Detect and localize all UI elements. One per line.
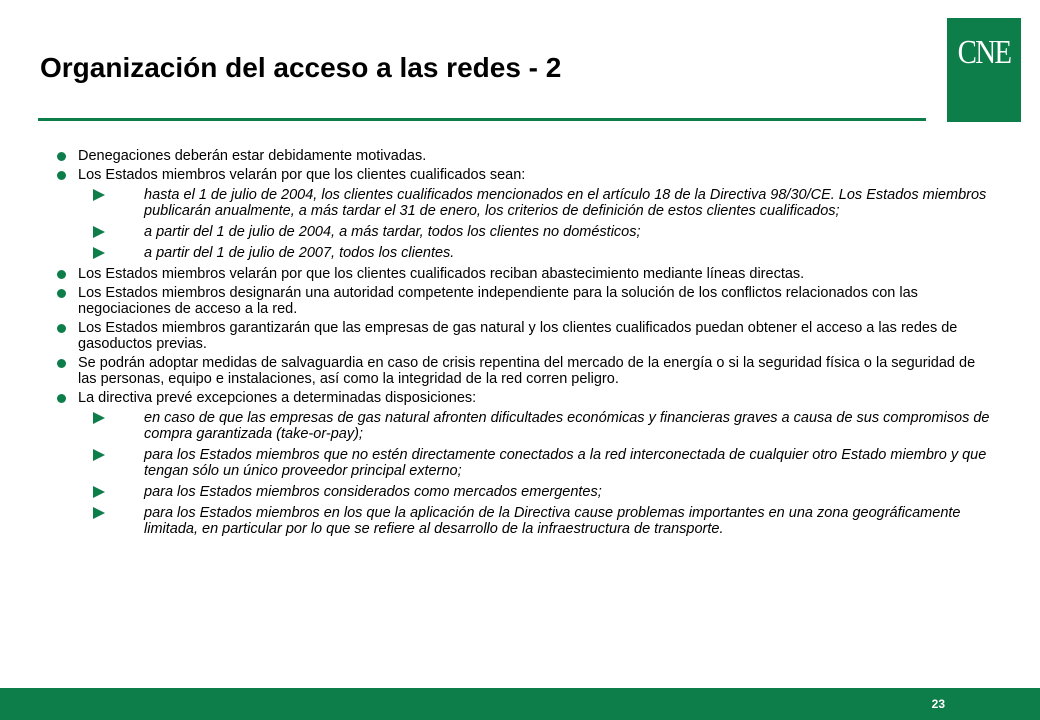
bullet-item: Los Estados miembros velarán por que los clientes cualificados reciban abastecimiento mediante líneas directas. xyxy=(56,266,996,282)
bullet-item: Denegaciones deberán estar debidamente motivadas. xyxy=(56,148,996,164)
cne-logo xyxy=(947,18,1021,122)
sub-bullet-item: a partir del 1 de julio de 2007, todos los clientes. xyxy=(56,245,996,261)
sub-bullet-item: hasta el 1 de julio de 2004, los clientes cualificados mencionados en el artículo 18 de la Directiva 98/30/CE. Los Estados miembros publicarán anualmente, a más tardar el 31 de enero, los criterios de definición de estos clientes cualificados; xyxy=(56,187,996,219)
sub-bullet-item: a partir del 1 de julio de 2004, a más tardar, todos los clientes no domésticos; xyxy=(56,224,996,240)
bullet-item: Los Estados miembros garantizarán que las empresas de gas natural y los clientes cualificados puedan obtener el acceso a las redes de gasoductos previas. xyxy=(56,320,996,352)
bullet-item: Los Estados miembros velarán por que los clientes cualificados sean: xyxy=(56,167,996,183)
footer-bar xyxy=(0,688,1040,720)
page-number: 23 xyxy=(931,697,945,711)
logo-text: CNE xyxy=(957,34,1011,71)
sub-bullet-item: para los Estados miembros que no estén directamente conectados a la red interconectada de cualquier otro Estado miembro y que tengan sólo un único proveedor principal externo; xyxy=(56,447,996,479)
sub-bullet-item: en caso de que las empresas de gas natural afronten dificultades económicas y financieras graves a causa de sus compromisos de compra garantizada (take-or-pay); xyxy=(56,410,996,442)
title-underline xyxy=(38,118,926,121)
sub-bullet-item: para los Estados miembros en los que la aplicación de la Directiva cause problemas importantes en una zona geográficamente limitada, en particular por lo que se refiere al desarrollo de la infraestructura de transporte. xyxy=(56,505,996,537)
bullet-item: La directiva prevé excepciones a determinadas disposiciones: xyxy=(56,390,996,406)
bullet-item: Los Estados miembros designarán una autoridad competente independiente para la solución de los conflictos relacionados con las negociaciones de acceso a la red. xyxy=(56,285,996,317)
slide-body xyxy=(56,148,996,542)
slide-title: Organización del acceso a las redes - 2 xyxy=(40,52,562,83)
bullet-item: Se podrán adoptar medidas de salvaguardia en caso de crisis repentina del mercado de la energía o si la seguridad física o la seguridad de las personas, equipo e instalaciones, así como la integridad de la red corren peligro. xyxy=(56,355,996,387)
sub-bullet-item: para los Estados miembros considerados como mercados emergentes; xyxy=(56,484,996,500)
